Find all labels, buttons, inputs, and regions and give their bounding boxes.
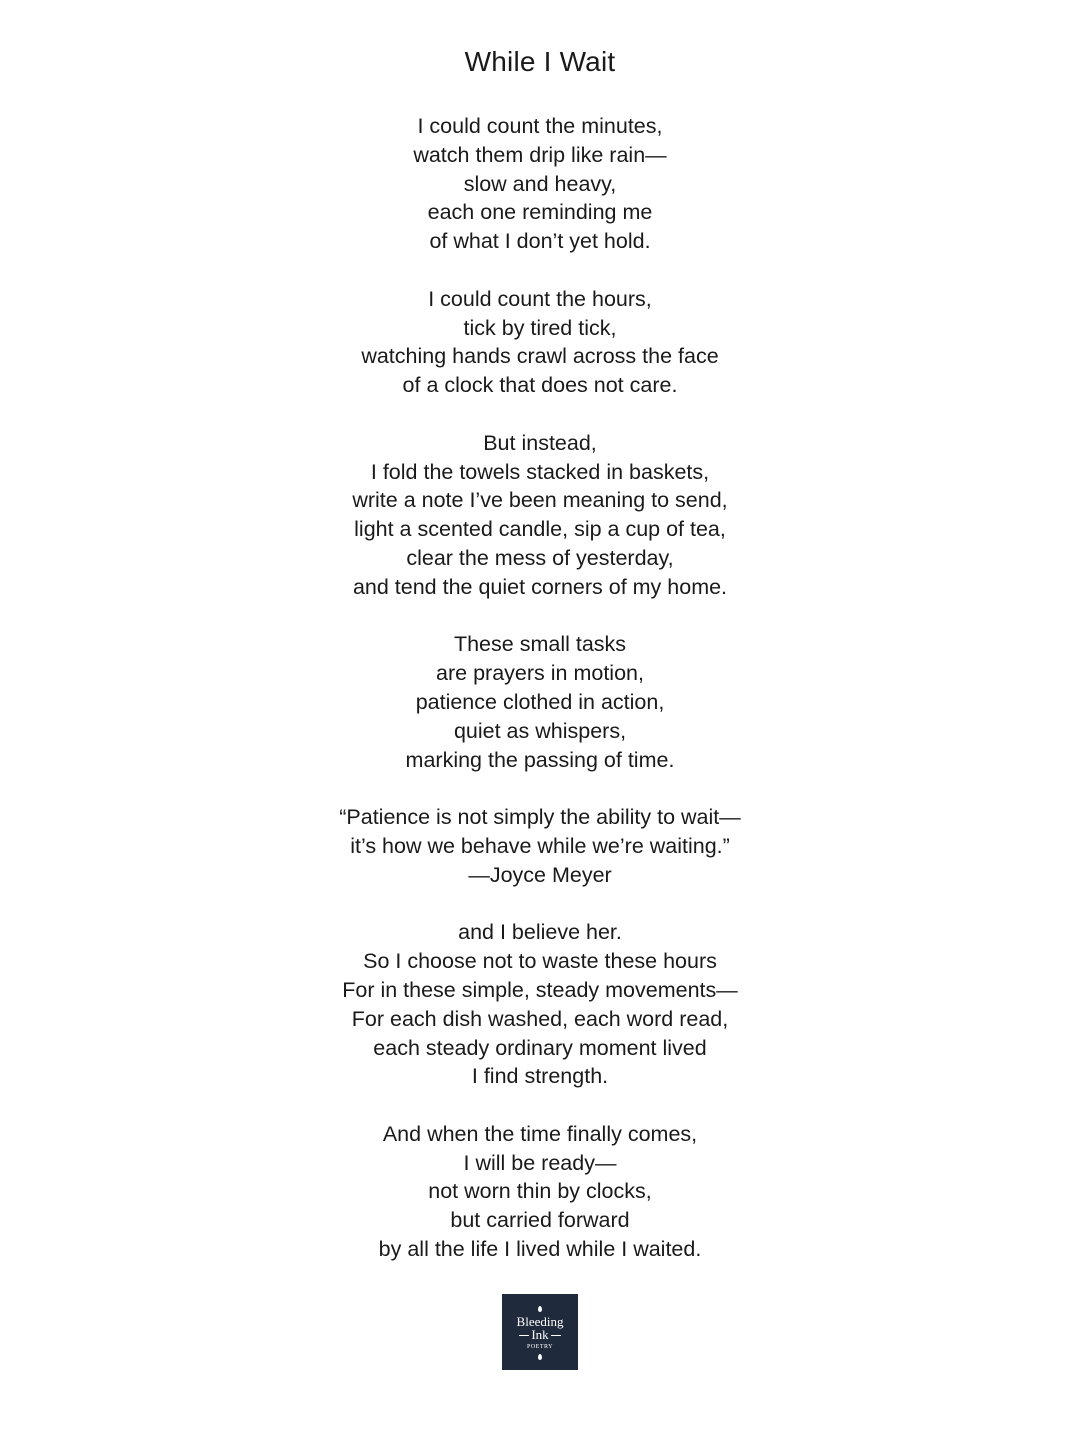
poem-line: write a note I’ve been meaning to send, (352, 488, 728, 513)
logo-word-ink: Ink (531, 1327, 549, 1342)
poem-line: quiet as whispers, (453, 718, 627, 743)
poem-line: marking the passing of time. (405, 747, 675, 772)
poem-line: of what I don’t yet hold. (429, 229, 651, 254)
stanza-4 (0, 630, 1080, 774)
stanza-3 (0, 429, 1080, 602)
poem-line: For in these simple, steady movements— (342, 977, 738, 1002)
stanza-2 (0, 285, 1080, 400)
logo-word-poetry: POETRY (526, 1344, 553, 1350)
poem-line: and tend the quiet corners of my home. (352, 574, 728, 599)
poem-line: watch them drip like rain— (413, 142, 667, 167)
poem-title: While I Wait (464, 46, 616, 77)
poem-line: patience clothed in action, (415, 689, 665, 714)
poem-line: But instead, (483, 430, 597, 455)
quote-line: “Patience is not simply the ability to wait— (339, 805, 741, 830)
poem-line: but carried forward (450, 1208, 630, 1233)
ink-drop-icon (538, 1306, 542, 1312)
poem-line: light a scented candle, sip a cup of tea, (354, 517, 726, 542)
logo-divider-right (551, 1335, 561, 1336)
poem-line: of a clock that does not care. (402, 373, 678, 398)
poem-line: I fold the towels stacked in baskets, (370, 459, 710, 484)
poem-body (0, 112, 1080, 1293)
poem-line: I will be ready— (463, 1150, 617, 1175)
poem-line: not worn thin by clocks, (428, 1179, 652, 1204)
ink-drop-icon (538, 1354, 542, 1360)
poem-line: For each dish washed, each word read, (351, 1006, 729, 1031)
poem-line: clear the mess of yesterday, (406, 545, 674, 570)
poem-line: are prayers in motion, (436, 661, 644, 686)
poem-line: I could count the minutes, (417, 114, 663, 138)
poem-line: I find strength. (471, 1064, 609, 1089)
poem-line: each one reminding me (427, 200, 653, 225)
stanza-1 (0, 112, 1080, 256)
stanza-7 (0, 1120, 1080, 1264)
poem-line: by all the life I lived while I waited. (378, 1237, 702, 1262)
stanza-6 (0, 918, 1080, 1091)
stanza-5-quote (0, 803, 1080, 889)
quote-line: it’s how we behave while we’re waiting.” (350, 833, 730, 858)
poem-line: watching hands crawl across the face (361, 344, 719, 369)
poem-line: tick by tired tick, (463, 315, 617, 340)
poem-line: slow and heavy, (463, 171, 617, 196)
poem-line: and I believe her. (458, 920, 622, 945)
bleeding-ink-poetry-logo (502, 1294, 578, 1370)
logo-word-bleeding: Bleeding (516, 1314, 564, 1329)
quote-attribution: —Joyce Meyer (468, 862, 612, 887)
poem-line: So I choose not to waste these hours (363, 949, 717, 974)
poem-line: each steady ordinary moment lived (373, 1035, 707, 1060)
poem-line: I could count the hours, (428, 286, 652, 311)
poem-line: These small tasks (453, 632, 627, 657)
poem-line: And when the time finally comes, (382, 1121, 698, 1146)
